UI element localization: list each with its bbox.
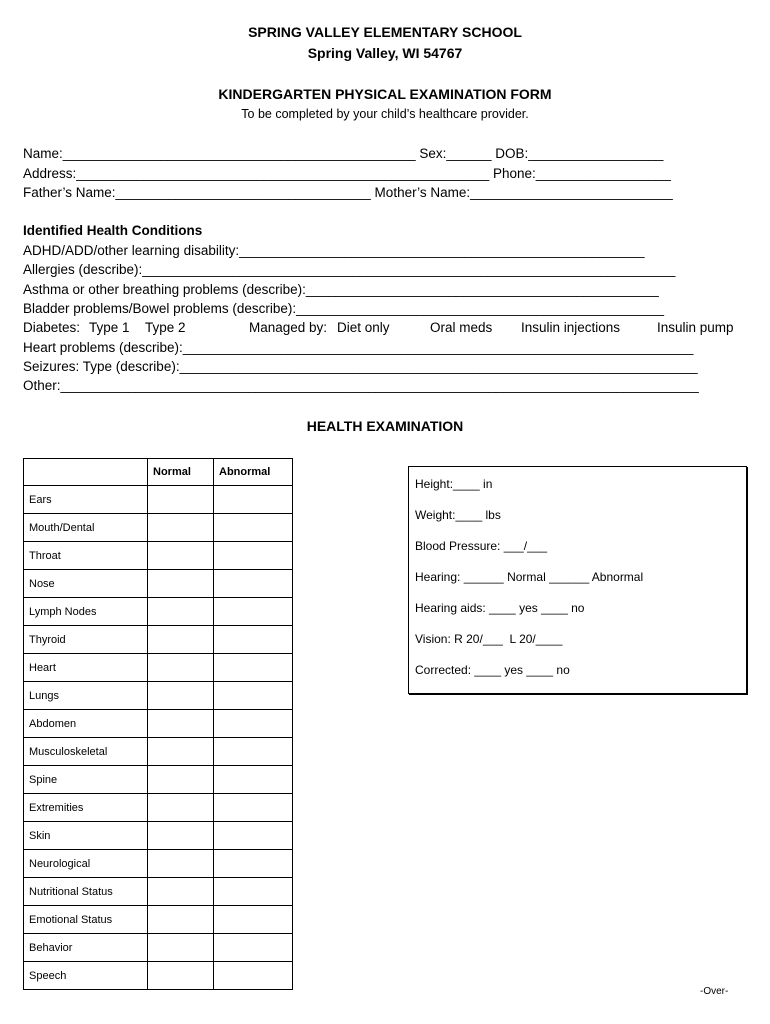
table-row bbox=[24, 822, 293, 850]
normal-checkbox-cell[interactable] bbox=[148, 570, 214, 598]
abnormal-checkbox-cell[interactable] bbox=[214, 962, 293, 990]
abnormal-checkbox-cell[interactable] bbox=[214, 822, 293, 850]
seizures-line[interactable]: Seizures: Type (describe):_____________________________________________________________________ bbox=[23, 359, 698, 374]
over-note: -Over- bbox=[700, 986, 729, 997]
abnormal-checkbox-cell[interactable] bbox=[214, 850, 293, 878]
blood-pressure-field[interactable]: Blood Pressure: ___/___ bbox=[415, 539, 548, 553]
adhd-line[interactable]: ADHD/ADD/other learning disability:______________________________________________________ bbox=[23, 243, 645, 258]
oral-meds-option[interactable]: Oral meds bbox=[430, 320, 493, 335]
abnormal-checkbox-cell[interactable] bbox=[214, 766, 293, 794]
normal-checkbox-cell[interactable] bbox=[148, 654, 214, 682]
normal-checkbox-cell[interactable] bbox=[148, 822, 214, 850]
insulin-injections-option[interactable]: Insulin injections bbox=[521, 320, 621, 335]
exam-row-label: Heart bbox=[24, 654, 148, 682]
abnormal-checkbox-cell[interactable] bbox=[214, 570, 293, 598]
abnormal-checkbox-cell[interactable] bbox=[214, 486, 293, 514]
table-row bbox=[24, 850, 293, 878]
normal-checkbox-cell[interactable] bbox=[148, 878, 214, 906]
normal-checkbox-cell[interactable] bbox=[148, 738, 214, 766]
exam-table bbox=[23, 458, 293, 990]
exam-row-label: Emotional Status bbox=[24, 906, 148, 934]
exam-row-label: Behavior bbox=[24, 934, 148, 962]
health-conditions-heading: Identified Health Conditions bbox=[23, 223, 203, 238]
other-line[interactable]: Other:_____________________________________________________________________________________ bbox=[23, 378, 699, 393]
exam-row-label: Extremities bbox=[24, 794, 148, 822]
normal-checkbox-cell[interactable] bbox=[148, 850, 214, 878]
table-row bbox=[24, 486, 293, 514]
abnormal-checkbox-cell[interactable] bbox=[214, 598, 293, 626]
height-field[interactable]: Height:____ in bbox=[415, 477, 493, 491]
exam-table-header bbox=[24, 459, 293, 486]
abnormal-checkbox-cell[interactable] bbox=[214, 542, 293, 570]
form-title: KINDERGARTEN PHYSICAL EXAMINATION FORM bbox=[218, 86, 552, 102]
normal-checkbox-cell[interactable] bbox=[148, 710, 214, 738]
form-instruction: To be completed by your child’s healthcare provider. bbox=[241, 107, 529, 121]
normal-checkbox-cell[interactable] bbox=[148, 934, 214, 962]
normal-checkbox-cell[interactable] bbox=[148, 542, 214, 570]
managed-by-label: Managed by: bbox=[249, 320, 328, 335]
abnormal-checkbox-cell[interactable] bbox=[214, 906, 293, 934]
normal-checkbox-cell[interactable] bbox=[148, 766, 214, 794]
diet-only-option[interactable]: Diet only bbox=[337, 320, 390, 335]
table-row bbox=[24, 598, 293, 626]
table-row bbox=[24, 654, 293, 682]
exam-row-label: Speech bbox=[24, 962, 148, 990]
table-row bbox=[24, 626, 293, 654]
column-header-system bbox=[24, 459, 148, 486]
abnormal-checkbox-cell[interactable] bbox=[214, 934, 293, 962]
table-row bbox=[24, 962, 293, 990]
column-header-abnormal: Abnormal bbox=[214, 459, 293, 486]
table-row bbox=[24, 766, 293, 794]
abnormal-checkbox-cell[interactable] bbox=[214, 710, 293, 738]
table-row bbox=[24, 794, 293, 822]
health-examination-title: HEALTH EXAMINATION bbox=[306, 418, 464, 434]
normal-checkbox-cell[interactable] bbox=[148, 906, 214, 934]
parents-names-line[interactable]: Father’s Name:__________________________________ Mother’s Name:___________________________ bbox=[23, 185, 673, 200]
weight-field[interactable]: Weight:____ lbs bbox=[415, 508, 501, 522]
abnormal-checkbox-cell[interactable] bbox=[214, 682, 293, 710]
normal-checkbox-cell[interactable] bbox=[148, 626, 214, 654]
table-row bbox=[24, 570, 293, 598]
heart-problems-line[interactable]: Heart problems (describe):____________________________________________________________________ bbox=[23, 340, 694, 355]
name-sex-dob-line[interactable]: Name:_______________________________________________ Sex:______ DOB:__________________ bbox=[23, 146, 664, 161]
abnormal-checkbox-cell[interactable] bbox=[214, 654, 293, 682]
abnormal-checkbox-cell[interactable] bbox=[214, 878, 293, 906]
corrected-field[interactable]: Corrected: ____ yes ____ no bbox=[415, 663, 570, 677]
table-row bbox=[24, 934, 293, 962]
exam-row-label: Abdomen bbox=[24, 710, 148, 738]
exam-row-label: Spine bbox=[24, 766, 148, 794]
normal-checkbox-cell[interactable] bbox=[148, 486, 214, 514]
exam-row-label: Throat bbox=[24, 542, 148, 570]
vitals-box bbox=[408, 466, 747, 694]
exam-row-label: Lymph Nodes bbox=[24, 598, 148, 626]
table-row bbox=[24, 878, 293, 906]
exam-row-label: Nose bbox=[24, 570, 148, 598]
abnormal-checkbox-cell[interactable] bbox=[214, 626, 293, 654]
vision-field[interactable]: Vision: R 20/___ L 20/____ bbox=[415, 632, 563, 646]
normal-checkbox-cell[interactable] bbox=[148, 514, 214, 542]
exam-row-label: Thyroid bbox=[24, 626, 148, 654]
abnormal-checkbox-cell[interactable] bbox=[214, 514, 293, 542]
school-name: SPRING VALLEY ELEMENTARY SCHOOL bbox=[248, 24, 522, 40]
hearing-field[interactable]: Hearing: ______ Normal ______ Abnormal bbox=[415, 570, 644, 584]
exam-row-label: Neurological bbox=[24, 850, 148, 878]
insulin-pump-option[interactable]: Insulin pump bbox=[657, 320, 734, 335]
hearing-aids-field[interactable]: Hearing aids: ____ yes ____ no bbox=[415, 601, 585, 615]
table-row bbox=[24, 682, 293, 710]
normal-checkbox-cell[interactable] bbox=[148, 682, 214, 710]
diabetes-label: Diabetes: bbox=[23, 320, 81, 335]
normal-checkbox-cell[interactable] bbox=[148, 794, 214, 822]
table-row bbox=[24, 738, 293, 766]
column-header-normal: Normal bbox=[148, 459, 214, 486]
address-phone-line[interactable]: Address:_______________________________________________________ Phone:__________________ bbox=[23, 166, 671, 181]
table-row bbox=[24, 906, 293, 934]
normal-checkbox-cell[interactable] bbox=[148, 598, 214, 626]
exam-row-label: Lungs bbox=[24, 682, 148, 710]
bladder-bowel-line[interactable]: Bladder problems/Bowel problems (describe):_________________________________________________ bbox=[23, 301, 665, 316]
normal-checkbox-cell[interactable] bbox=[148, 962, 214, 990]
exam-row-label: Nutritional Status bbox=[24, 878, 148, 906]
allergies-line[interactable]: Allergies (describe):_______________________________________________________________________ bbox=[23, 262, 676, 277]
exam-row-label: Mouth/Dental bbox=[24, 514, 148, 542]
asthma-line[interactable]: Asthma or other breathing problems (describe):_______________________________________________ bbox=[23, 282, 659, 297]
table-row bbox=[24, 710, 293, 738]
table-row bbox=[24, 514, 293, 542]
exam-row-label: Skin bbox=[24, 822, 148, 850]
exam-row-label: Musculoskeletal bbox=[24, 738, 148, 766]
abnormal-checkbox-cell[interactable] bbox=[214, 794, 293, 822]
exam-row-label: Ears bbox=[24, 486, 148, 514]
diabetes-type1-option[interactable]: Type 1 bbox=[89, 320, 130, 335]
table-row bbox=[24, 542, 293, 570]
diabetes-type2-option[interactable]: Type 2 bbox=[145, 320, 186, 335]
abnormal-checkbox-cell[interactable] bbox=[214, 738, 293, 766]
school-address: Spring Valley, WI 54767 bbox=[307, 45, 463, 61]
